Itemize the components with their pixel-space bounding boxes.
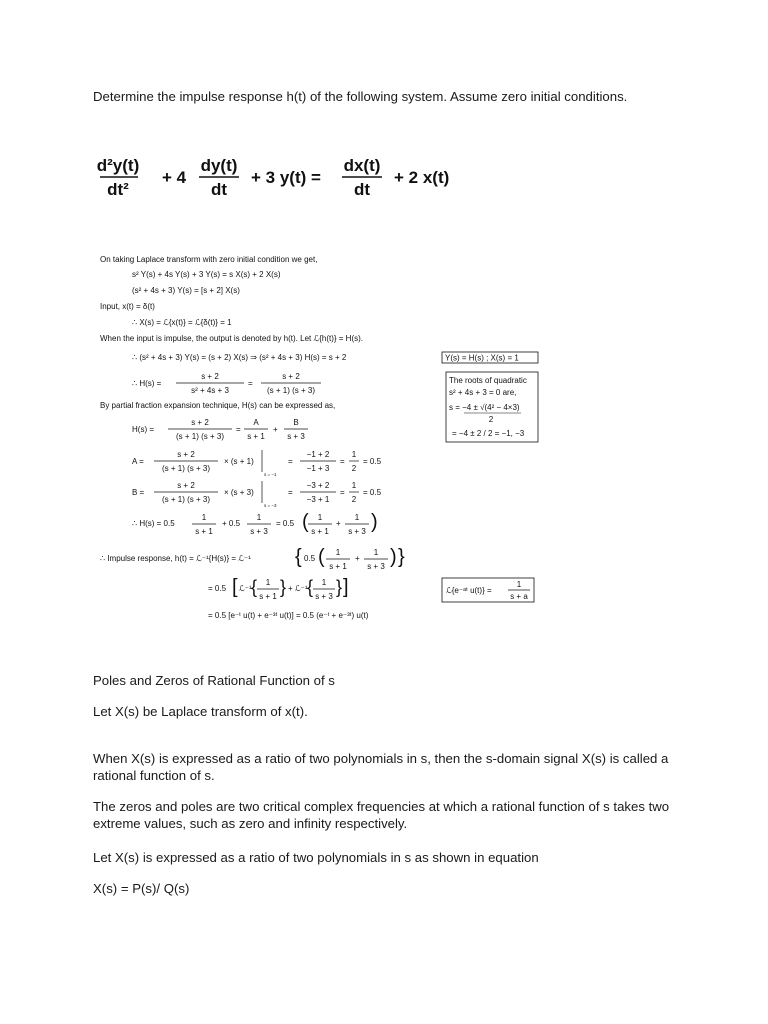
h-f1-den: s + 1 — [195, 527, 213, 536]
ir-coef: 0.5 — [304, 554, 316, 563]
paragraph-1: Let X(s) be Laplace transform of x(t). — [93, 704, 308, 719]
laplace-pair-text: ℒ{e⁻ᵃᵗ u(t)} = — [446, 586, 492, 595]
note-box-1-text: Y(s) = H(s) ; X(s) = 1 — [445, 353, 519, 363]
sol-line-3: (s² + 4s + 3) Y(s) = [s + 2] X(s) — [132, 286, 240, 295]
svg-text:}: } — [280, 577, 287, 597]
svg-text:): ) — [371, 511, 378, 533]
svg-text:[: [ — [232, 576, 238, 598]
hs-frac1-num: s + 2 — [201, 372, 219, 381]
hs-frac2-den: (s + 1) (s + 3) — [266, 386, 316, 395]
eq-term1-denominator: dt² — [107, 180, 129, 199]
a-eval: s = −1 — [264, 472, 277, 477]
eq-term3-denominator: dt — [353, 180, 371, 199]
svg-text:{: { — [307, 577, 314, 597]
svg-text:(: ( — [318, 546, 325, 568]
paragraph-4: Let X(s) is expressed as a ratio of two polynomials in s as shown in equation — [93, 850, 539, 865]
pf-label: H(s) = — [132, 425, 154, 434]
roots-note-line-1: The roots of quadratic — [449, 376, 527, 385]
a-den2: −1 + 3 — [306, 464, 330, 473]
laplace-pair-den: s + a — [510, 592, 528, 601]
roots-note-line-4: 2 — [488, 415, 494, 424]
paragraph-2: When X(s) is expressed as a ratio of two polynomials in s, then the s-domain signal X(s) is called a rational function of s. — [93, 751, 669, 783]
b-den2: −3 + 1 — [306, 495, 330, 504]
svg-text:=: = — [340, 488, 345, 497]
impulse-response-label: ∴ Impulse response, h(t) = ℒ⁻¹{H(s)} = ℒ⁻¹ — [100, 554, 251, 563]
paragraph-5: X(s) = P(s)/ Q(s) — [93, 881, 190, 896]
h-f3-num: 1 — [317, 513, 323, 522]
pf-den: (s + 1) (s + 3) — [175, 432, 225, 441]
sol-line-8: By partial fraction expansion technique, H(s) can be expressed as, — [100, 401, 336, 410]
h-plus: + 0.5 — [222, 519, 241, 528]
sol-line-2: s² Y(s) + 4s Y(s) + 3 Y(s) = s X(s) + 2 X(s) — [132, 270, 281, 279]
h-f4-num: 1 — [354, 513, 360, 522]
hs-equals: = — [248, 379, 253, 388]
svg-text:+: + — [273, 425, 278, 434]
eq-term1-numerator: d²y(t) — [96, 156, 140, 175]
h-f4-den: s + 3 — [348, 527, 366, 536]
h-f2-den: s + 3 — [250, 527, 268, 536]
pf-a-den: s + 1 — [247, 432, 265, 441]
hs-frac1-den: s² + 4s + 3 — [191, 386, 229, 395]
roots-note-line-3: s = −4 ± √(4² − 4×3) — [449, 403, 520, 412]
h-f3-den: s + 1 — [311, 527, 329, 536]
pf-num: s + 2 — [191, 418, 209, 427]
roots-note-line-2: s² + 4s + 3 = 0 are, — [449, 388, 517, 397]
b-mult: × (s + 3) — [224, 488, 254, 497]
ir-line2-linv-2: + ℒ⁻¹ — [288, 584, 308, 593]
a-label: A = — [132, 457, 144, 466]
b-num2: −3 + 2 — [306, 481, 330, 490]
ir-line2-label: = 0.5 — [208, 584, 227, 593]
ir-f2-den: s + 3 — [367, 562, 385, 571]
svg-text:(: ( — [302, 511, 309, 533]
ir-line2-f2-den: s + 3 — [315, 592, 333, 601]
eq-term-2x: + 2 x(t) — [394, 168, 450, 187]
b-den: (s + 1) (s + 3) — [161, 495, 211, 504]
solution-figure — [96, 250, 546, 625]
svg-text:{: { — [251, 577, 258, 597]
a-den: (s + 1) (s + 3) — [161, 464, 211, 473]
sol-line-6: When the input is impulse, the output is denoted by h(t). Let ℒ{h(t)} = H(s). — [100, 334, 364, 343]
svg-text:+: + — [355, 554, 360, 563]
eq-term2-numerator: dy(t) — [200, 156, 238, 175]
laplace-pair-num: 1 — [516, 580, 522, 589]
ir-line2-f1-den: s + 1 — [259, 592, 277, 601]
eq-term2-denominator: dt — [210, 180, 228, 199]
b-eval: s = −3 — [264, 503, 277, 508]
eq-term-3y: + 3 y(t) = — [251, 168, 321, 187]
svg-text:{: { — [295, 546, 302, 568]
h-f2-num: 1 — [256, 513, 262, 522]
ir-line2-linv-1: ℒ⁻¹ — [239, 584, 252, 593]
ir-f2-num: 1 — [373, 548, 379, 557]
svg-text:=: = — [288, 488, 293, 497]
svg-text:}: } — [398, 546, 405, 568]
ir-f1-den: s + 1 — [329, 562, 347, 571]
svg-text:}: } — [336, 577, 343, 597]
pf-b-den: s + 3 — [287, 432, 305, 441]
a-num: s + 2 — [177, 450, 195, 459]
pf-a: A — [253, 418, 259, 427]
roots-note-line-5: = −4 ± 2 / 2 = −1, −3 — [452, 429, 525, 438]
ir-final-result: = 0.5 [e⁻ᵗ u(t) + e⁻³ᵗ u(t)] = 0.5 (e⁻ᵗ + e⁻³ᵗ) u(t) — [208, 611, 369, 620]
ir-line2-f2-num: 1 — [321, 578, 327, 587]
hs-frac2-num: s + 2 — [282, 372, 300, 381]
b-num: s + 2 — [177, 481, 195, 490]
a-num2: −1 + 2 — [306, 450, 330, 459]
hs-label: ∴ H(s) = — [132, 379, 162, 388]
ir-line2-f1-num: 1 — [265, 578, 271, 587]
problem-statement: Determine the impulse response h(t) of the following system. Assume zero initial conditions. — [93, 89, 628, 104]
svg-text:=: = — [236, 425, 241, 434]
differential-equation — [96, 150, 476, 210]
svg-text:): ) — [390, 546, 397, 568]
svg-text:]: ] — [343, 576, 349, 598]
section-title: Poles and Zeros of Rational Function of s — [93, 673, 335, 688]
a-mult: × (s + 1) — [224, 457, 254, 466]
a-r-den: 2 — [351, 464, 357, 473]
eq-term3-numerator: dx(t) — [343, 156, 381, 175]
svg-text:+: + — [336, 519, 341, 528]
sol-line-1: On taking Laplace transform with zero initial condition we get, — [100, 255, 318, 264]
svg-text:=: = — [288, 457, 293, 466]
a-value: = 0.5 — [363, 457, 382, 466]
b-r-den: 2 — [351, 495, 357, 504]
eq-coef-4: + 4 — [162, 168, 187, 187]
b-label: B = — [132, 488, 145, 497]
pf-b: B — [293, 418, 299, 427]
h-f1-num: 1 — [201, 513, 207, 522]
b-r: 1 — [351, 481, 357, 490]
sol-line-4: Input, x(t) = δ(t) — [100, 302, 155, 311]
h-final-label: ∴ H(s) = 0.5 — [132, 519, 175, 528]
svg-text:=: = — [340, 457, 345, 466]
a-r: 1 — [351, 450, 357, 459]
sol-line-5: ∴ X(s) = ℒ{x(t)} = ℒ{δ(t)} = 1 — [132, 318, 232, 327]
ir-f1-num: 1 — [335, 548, 341, 557]
paragraph-3: The zeros and poles are two critical complex frequencies at which a rational function of s takes two extreme values, such as zero and infinity respectively. — [93, 799, 670, 831]
sol-line-7: ∴ (s² + 4s + 3) Y(s) = (s + 2) X(s) ⇒ (s² + 4s + 3) H(s) = s + 2 — [132, 353, 347, 362]
b-value: = 0.5 — [363, 488, 382, 497]
h-eq: = 0.5 — [276, 519, 295, 528]
